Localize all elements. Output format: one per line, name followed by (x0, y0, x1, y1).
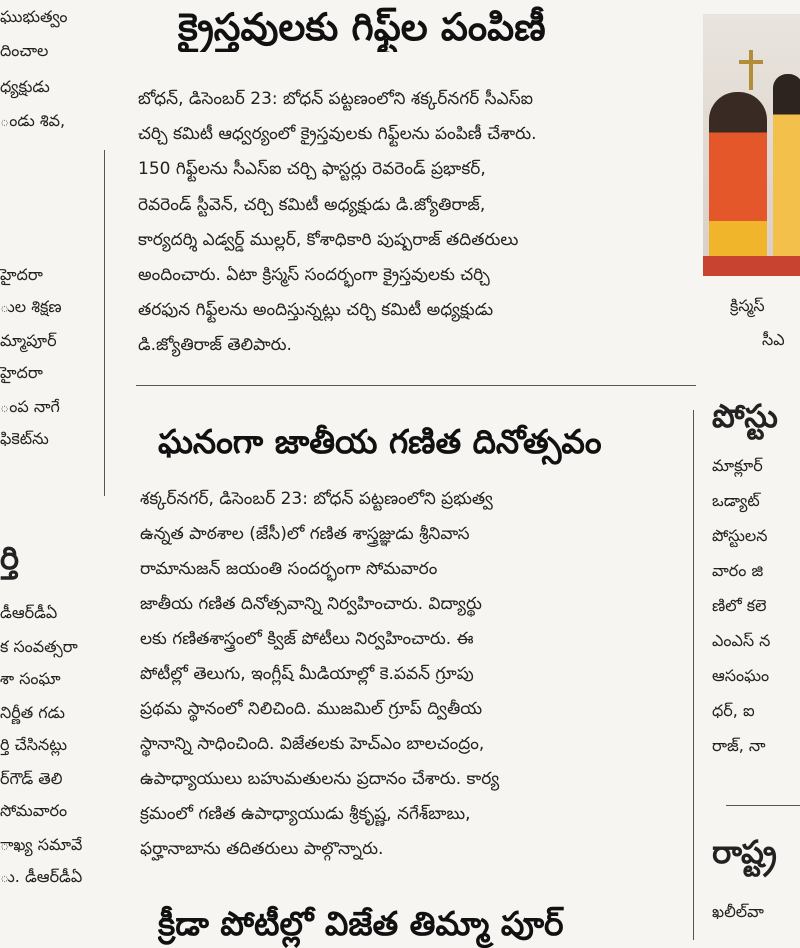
article-line: రెవరెండ్ స్టీవెన్, చర్చి కమిటీ అధ్యక్షుడు డి.జ్యోతిరాజ్, (138, 195, 486, 215)
left-text-line: సోమవారం (0, 801, 68, 820)
article-line: క్రమంలో గణిత ఉపాధ్యాయుడు శ్రీకృష్ణ, నగేశ్‌బాబు, (140, 804, 471, 824)
article-line: తరఫున గిఫ్ట్‌లను అందిస్తున్నట్లు చర్చి కమిటీ అధ్యక్షుడు (138, 300, 494, 320)
left-text-line: ుల శిక్షణ (0, 297, 62, 316)
left-heading-fragment: ర్తి (0, 539, 19, 577)
article-divider (136, 385, 696, 386)
caption-line: క్రిస్మస్ (730, 296, 765, 315)
cross-icon (739, 50, 763, 90)
left-column (0, 0, 100, 940)
right-text-line: ఖలీల్‌వా (712, 902, 764, 921)
article-line: 150 గిఫ్ట్‌లను సీఎస్ఐ చర్చి ఫాస్టర్లు రెవరెండ్ ప్రభాకర్, (138, 159, 486, 179)
right-text-line: ణిలో కలె (712, 596, 767, 615)
article-line: ఫర్హానాబాను తదితరులు పాల్గొన్నారు. (140, 839, 384, 859)
math-article-body (140, 484, 690, 896)
left-text-line: ర్తి చేసినట్లు (0, 735, 68, 754)
left-text-line: ఫికెట్‌ను (0, 429, 49, 448)
left-text-line: ధ్యక్షుడు (0, 77, 50, 96)
left-text-line: క సంవత్సరా (0, 637, 78, 656)
article-line: డి.జ్యోతిరాజ్ తెలిపారు. (138, 335, 292, 355)
article-line: చర్చి కమిటీ ఆధ్వర్యంలో క్రైస్తవులకు గిఫ్ట్‌లను పంపిణీ చేశారు. (138, 124, 537, 144)
column-divider (104, 150, 105, 496)
right-column (712, 394, 800, 940)
math-headline: ఘనంగా జాతీయ గణిత దినోత్సవం (158, 422, 602, 461)
article-line: ఉన్నత పాఠశాల (జేసీ)లో గణిత శాస్త్రజ్ఞుడు శ్రీనివాస (140, 524, 470, 544)
left-text-line: దించాల (0, 41, 49, 60)
article-line: ఉపాధ్యాయులు బహుమతులను ప్రదానం చేశారు. కార్య (140, 769, 500, 789)
caption-line: సీఎ (762, 330, 785, 349)
article-line: బోధన్, డిసెంబర్ 23: బోధన్ పట్టణంలోని శక్కర్‌నగర్ సీఎస్ఐ (138, 89, 533, 109)
left-text-line: ు. డీఆర్‌డీఏ (0, 867, 83, 886)
left-text-line: నిర్ణీత గడు (0, 703, 65, 722)
article-line: లకు గణితశాస్త్రంలో క్విజ్ పోటీలు నిర్వహించారు. ఈ (140, 629, 474, 649)
right-heading: రాష్ట్ర (712, 833, 777, 871)
right-text-line: రాజ్, నా (712, 736, 766, 755)
right-heading: పోస్టు (712, 397, 778, 435)
photo-floor (703, 256, 800, 276)
article-line: అందించారు. ఏటా క్రిస్మస్ సందర్భంగా క్రైస్తవులకు చర్చి (138, 265, 490, 285)
person-figure (709, 92, 767, 276)
gifts-headline: క్రైస్తవులకు గిఫ్ట్‌ల పంపిణీ (178, 5, 546, 49)
left-text-line: ాఖ్య సమావే (0, 835, 83, 854)
article-line: కార్యదర్శి ఎడ్వర్డ్ ముల్లర్, కోశాధికారి పుష్పరాజ్ తదితరులు (138, 230, 519, 250)
gifts-article-body (138, 86, 693, 376)
left-text-line: మ్మాపూర్ (0, 331, 57, 350)
right-text-line: వారం జి (712, 561, 764, 580)
right-text-line: ఆసంఘం (712, 666, 770, 685)
right-text-line: ఎంఎస్ న (712, 631, 771, 650)
church-gift-photo (703, 14, 800, 276)
left-text-line: డీఆర్‌డీఏ (0, 603, 58, 622)
left-text-line: ండు శివ, (0, 111, 66, 130)
article-line: ప్రథమ స్థానంలో నిలిచింది. ముజమిల్ గ్రూప్ ద్వితీయ (140, 699, 483, 719)
article-line: పోటీల్లో తెలుగు, ఇంగ్లీష్ మీడియాల్లో కె.పవన్ గ్రూపు (140, 664, 474, 684)
column-divider (693, 410, 694, 940)
left-text-line: ర్‌గౌడ్ తెలి (0, 769, 63, 788)
left-text-line: హైదరా (0, 363, 43, 382)
right-text-line: ఒడ్యాట్‌ (712, 491, 760, 510)
left-text-line: హైదరా (0, 265, 43, 284)
article-line: రామానుజన్ జయంతి సందర్భంగా సోమవారం (140, 559, 438, 579)
left-text-line: ంప నాగే (0, 397, 60, 416)
sports-headline: క్రీడా పోటీల్లో విజేత తిమ్మా పూర్ (158, 904, 564, 943)
article-line: శక్కర్‌నగర్, డిసెంబర్ 23: బోధన్ పట్టణంలోని ప్రభుత్వ (140, 489, 493, 509)
person-figure (773, 74, 800, 276)
article-line: స్థానాన్ని సాధించింది. విజేతలకు హెచ్ఎం బాలచంద్రం, (140, 734, 485, 754)
right-text-line: ధర్, ఐ (712, 701, 755, 720)
photo-caption (730, 296, 800, 376)
right-text-line: పోస్టులన (712, 526, 768, 545)
left-text-line: ఘుభుత్వం (0, 7, 68, 26)
left-text-line: శా సంఘా (0, 669, 61, 688)
right-text-line: మాక్లూర్ (712, 456, 763, 475)
article-line: జాతీయ గణిత దినోత్సవాన్ని నిర్వహించారు. విద్యార్థు (140, 594, 482, 614)
